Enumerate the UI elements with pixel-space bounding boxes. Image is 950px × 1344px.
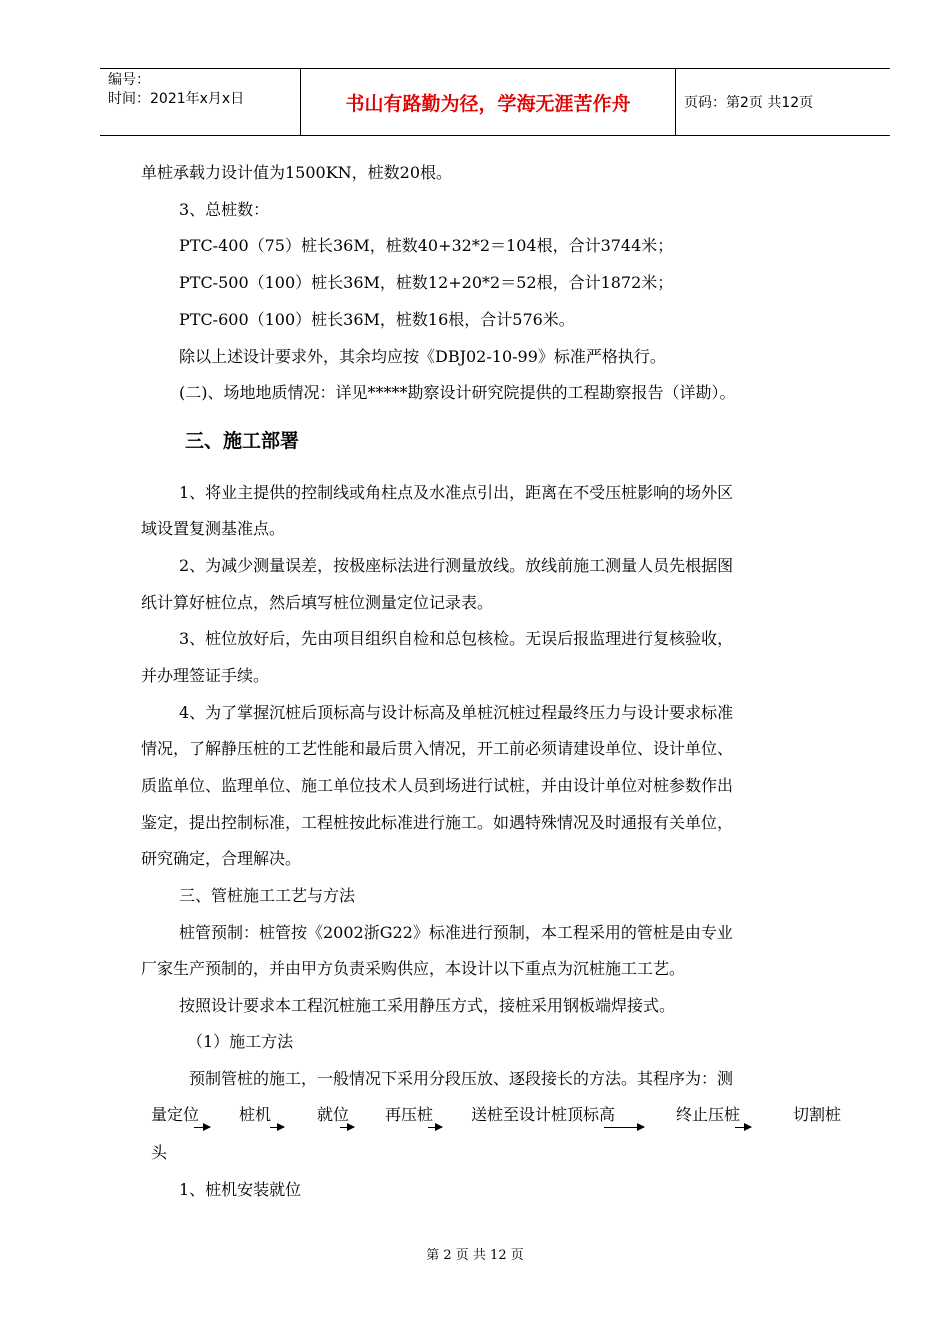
header-motto: 书山有路勤为径，学海无涯苦作舟 — [301, 69, 676, 135]
text-line: PTC-600（100）桩长36M，桩数16根，合计576米。 — [179, 310, 575, 329]
text-line: 桩管预制：桩管按《2002浙G22》标准进行预制，本工程采用的管桩是由专业 — [179, 923, 733, 942]
text-line: 单桩承载力设计值为1500KN，桩数20根。 — [141, 163, 453, 182]
flow-arrow — [428, 1127, 442, 1128]
text-line: （1）施工方法 — [187, 1032, 294, 1051]
text-line: 厂家生产预制的，并由甲方负责采购供应，本设计以下重点为沉桩施工工艺。 — [141, 959, 686, 978]
text-line: 4、为了掌握沉桩后顶标高与设计标高及单桩沉桩过程最终压力与设计要求标准 — [179, 703, 734, 722]
text-line: 域设置复测基准点。 — [141, 519, 286, 538]
text-line: 质监单位、监理单位、施工单位技术人员到场进行试桩，并由设计单位对桩参数作出 — [141, 776, 734, 795]
text-line: 并办理签证手续。 — [141, 666, 270, 685]
subsection-heading: 三、管桩施工工艺与方法 — [179, 886, 356, 905]
text-line: 研究确定，合理解决。 — [141, 849, 302, 868]
flow-step-tail: 头 — [151, 1143, 168, 1162]
page-footer: 第 2 页 共 12 页 — [426, 1248, 524, 1263]
flow-arrow — [340, 1127, 354, 1128]
text-line: 3、总桩数： — [179, 200, 270, 219]
text-line: PTC-500（100）桩长36M，桩数12+20*2＝52根，合计1872米； — [179, 273, 674, 292]
text-line: (二)、场地地质情况：详见*****勘察设计研究院提供的工程勘察报告（详勘）。 — [179, 383, 736, 402]
flow-step: 就位 — [317, 1105, 350, 1124]
flow-step: 量定位 — [151, 1105, 200, 1124]
text-line: 除以上述设计要求外，其余均应按《DBJ02-10-99》标准严格执行。 — [179, 347, 666, 366]
flow-arrow — [194, 1127, 210, 1128]
flow-step: 送桩至设计桩顶标高 — [471, 1105, 616, 1124]
text-line: 预制管桩的施工，一般情况下采用分段压放、逐段接长的方法。其程序为：测 — [189, 1069, 734, 1088]
flow-arrow — [270, 1127, 284, 1128]
header-page-label: 页码：第2页 共12页 — [684, 95, 814, 111]
flow-step: 切割桩 — [793, 1105, 842, 1124]
flow-arrow — [735, 1127, 751, 1128]
flow-arrow — [604, 1127, 644, 1128]
section-heading: 三、施工部署 — [185, 430, 300, 452]
page-header — [100, 68, 890, 136]
text-line: 按照设计要求本工程沉桩施工采用静压方式，接桩采用钢板端焊接式。 — [179, 996, 676, 1015]
flow-step: 再压桩 — [385, 1105, 434, 1124]
number-label: 编号： — [108, 72, 150, 88]
text-line: 1、桩机安装就位 — [179, 1180, 302, 1199]
text-line: 鉴定，提出控制标准，工程桩按此标准进行施工。如遇特殊情况及时通报有关单位， — [141, 813, 734, 832]
text-line: PTC-400（75）桩长36M，桩数40+32*2＝104根，合计3744米； — [179, 236, 674, 255]
text-line: 纸计算好桩位点，然后填写桩位测量定位记录表。 — [141, 593, 494, 612]
text-line: 2、为减少测量误差，按极座标法进行测量放线。放线前施工测量人员先根据图 — [179, 556, 734, 575]
flow-step: 终止压桩 — [676, 1105, 741, 1124]
text-line: 3、桩位放好后，先由项目组织自检和总包核检。无误后报监理进行复核验收， — [179, 629, 734, 648]
text-line: 情况，了解静压桩的工艺性能和最后贯入情况，开工前必须请建设单位、设计单位、 — [141, 739, 734, 758]
flow-step: 桩机 — [239, 1105, 272, 1124]
text-line: 1、将业主提供的控制线或角柱点及水准点引出，距离在不受压桩影响的场外区 — [179, 483, 734, 502]
time-label: 时间：2021年x月x日 — [108, 91, 245, 107]
header-meta — [100, 69, 301, 135]
